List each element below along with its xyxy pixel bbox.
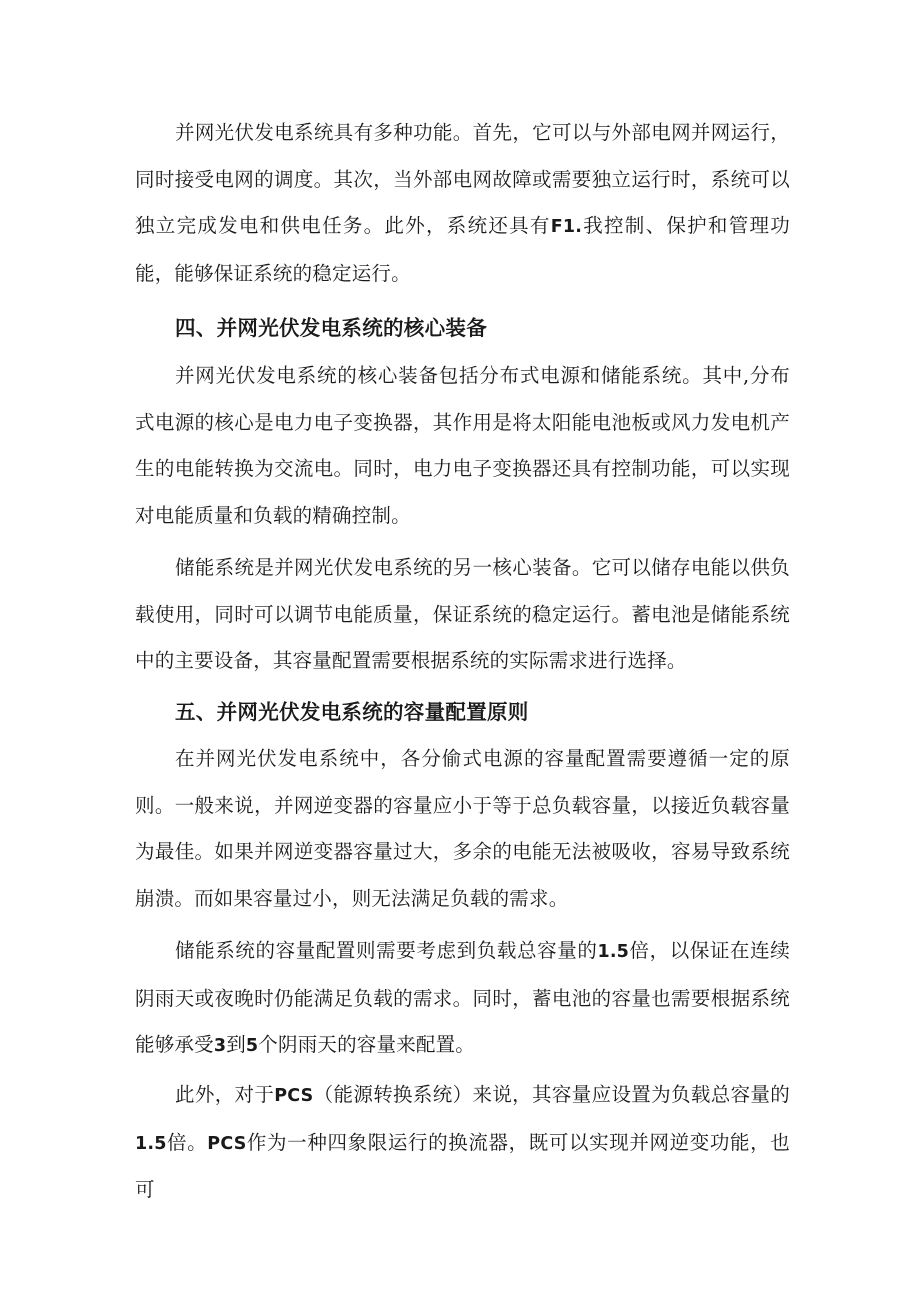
section-heading-4: 四、并网光伏发电系统的核心装备 <box>175 316 487 340</box>
paragraph-functions: 并网光伏发电系统具有多种功能。首先，它可以与外部电网并网运行，同时接受电网的调度。其次，当外部电网故障或需要独立运行时，系统可以独立完成发电和供电任务。此外，系统还具有F1.我控制、保护和管理功能，能够保证系统的稳定运行。 <box>135 121 790 285</box>
section-heading-5: 五、并网光伏发电系统的容量配置原则 <box>175 700 529 724</box>
paragraph-storage-capacity: 储能系统的容量配置则需要考虑到负载总容量的1.5倍，以保证在连续阴雨天或夜晚时仍能满足负载的需求。同时，蓄电池的容量也需要根据系统能够承受3到5个阴雨天的容量来配置。 <box>135 939 790 1056</box>
paragraph-capacity-principle: 在并网光伏发电系统中，各分偷式电源的容量配置需要遵循一定的原则。一般来说，并网逆变器的容量应小于等于总负载容量，以接近负载容量为最佳。如果并网逆变器容量过大，多余的电能无法被吸收，容易导致系统崩溃。而如果容量过小，则无法满足负载的需求。 <box>135 747 790 910</box>
paragraph-pcs: 此外，对于PCS（能源转换系统）来说，其容量应设置为负载总容量的1.5倍。PCS作为一种四象限运行的换流器，既可以实现并网逆变功能，也可 <box>135 1083 790 1201</box>
paragraph-core-equipment: 并网光伏发电系统的核心装备包括分布式电源和储能系统。其中,分布式电源的核心是电力电子变换器，其作用是将太阳能电池板或风力发电机产生的电能转换为交流电。同时，电力电子变换器还具有控制功能，可以实现对电能质量和负载的精确控制。 <box>135 364 790 527</box>
paragraph-storage-system: 储能系统是并网光伏发电系统的另一核心装备。它可以储存电能以供负载使用，同时可以调节电能质量，保证系统的稳定运行。蓄电池是储能系统中的主要设备，其容量配置需要根据系统的实际需求进行选择。 <box>135 556 790 672</box>
